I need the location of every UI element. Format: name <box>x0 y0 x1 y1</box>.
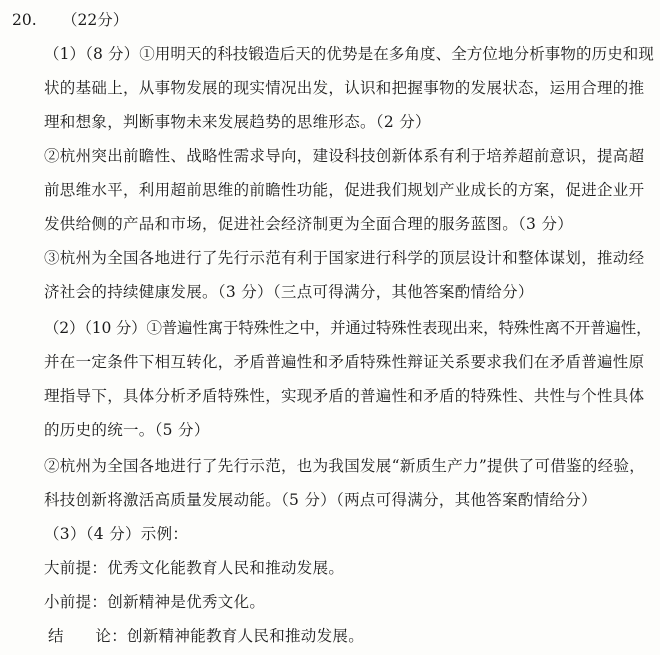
part1-line-8: 济社会的持续健康发展。（3 分）（三点可得满分，其他答案酌情给分） <box>44 283 534 301</box>
part1-line-2: 状的基础上，从事物发展的现实情况出发，认识和把握事物的发展状态，运用合理的推 <box>44 79 645 97</box>
part1-line-5: 前思维水平，利用超前思维的前瞻性功能，促进我们规划产业成长的方案，促进企业开 <box>44 181 645 199</box>
part1-line-3: 理和想象，判断事物未来发展趋势的思维形态。（2 分） <box>44 113 431 131</box>
part2-line-5: ②杭州为全国各地进行了先行示范，也为我国发展“新质生产力”提供了可借鉴的经验， <box>44 457 646 475</box>
major-premise: 大前提：优秀文化能教育人民和推动发展。 <box>44 559 345 577</box>
part1-line-7: ③杭州为全国各地进行了先行示范有利于国家进行科学的顶层设计和整体谋划，推动经 <box>44 249 645 267</box>
part2-line-6: 科技创新将激活高质量发展动能。（5 分）（两点可得满分，其他答案酌情给分） <box>44 491 597 509</box>
question-number: 20. <box>12 11 37 29</box>
part2-line-1: （2）（10 分）①普遍性寓于特殊性之中，并通过特殊性表现出来，特殊性离不开普遍性， <box>44 319 652 337</box>
conclusion: 结 论：创新精神能教育人民和推动发展。 <box>48 627 365 645</box>
part2-line-2: 并在一定条件下相互转化，矛盾普遍性和矛盾特殊性辩证关系要求我们在矛盾普遍性原 <box>44 353 645 371</box>
minor-premise: 小前提：创新精神是优秀文化。 <box>44 593 266 611</box>
part2-line-4: 的历史的统一。（5 分） <box>44 421 210 439</box>
part1-line-6: 发供给侧的产品和市场，促进社会经济制更为全面合理的服务蓝图。（3 分） <box>44 215 574 233</box>
question-score: （22分） <box>62 11 129 29</box>
part1-line-4: ②杭州突出前瞻性、战略性需求导向，建设科技创新体系有利于培养超前意识，提高超 <box>44 147 645 165</box>
part3-heading: （3）（4 分）示例： <box>44 525 189 543</box>
part1-line-1: （1）（8 分）①用明天的科技锻造后天的优势是在多角度、全方位地分析事物的历史和现 <box>44 45 655 63</box>
part2-line-3: 理指导下，具体分析矛盾特殊性，实现矛盾的普遍性和矛盾的特殊性、共性与个性具体 <box>44 387 645 405</box>
